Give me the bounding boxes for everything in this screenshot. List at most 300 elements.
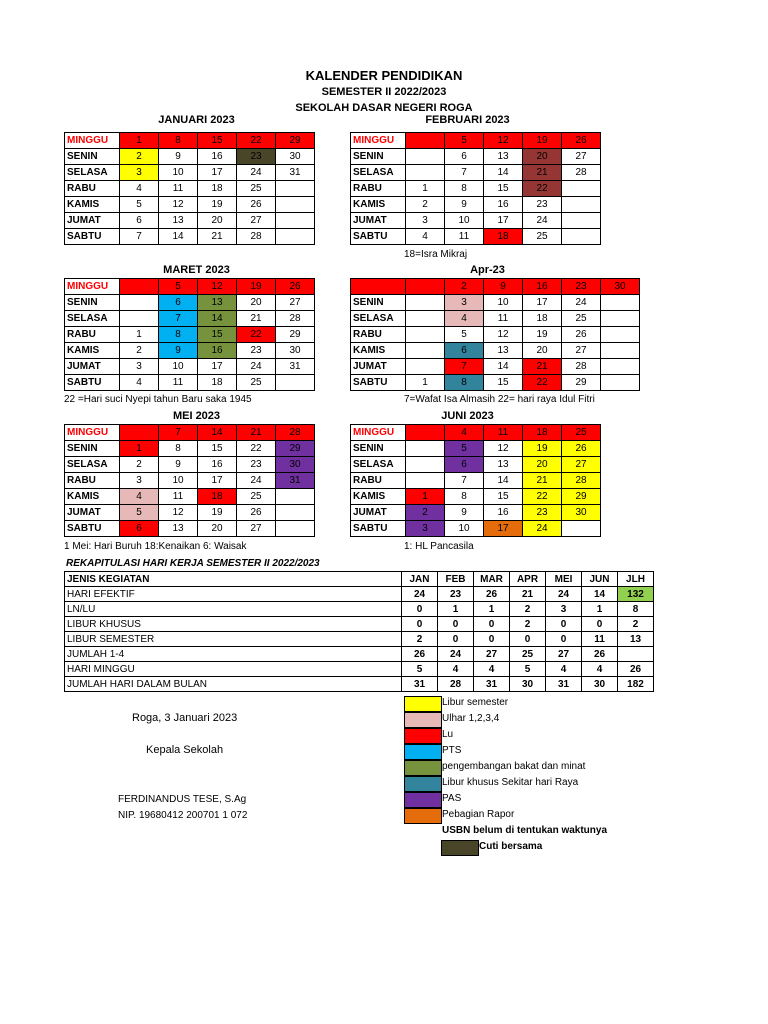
date-cell: 5 [445, 133, 484, 149]
rekap-value: 0 [402, 617, 438, 632]
rekap-value: 4 [474, 662, 510, 677]
calendar-row [351, 311, 640, 327]
date-cell [276, 505, 315, 521]
day-name [351, 279, 406, 295]
date-cell: 26 [562, 133, 601, 149]
date-cell: 19 [237, 279, 276, 295]
date-cell [120, 425, 159, 441]
calendar-row [351, 425, 601, 441]
rekap-value: 26 [618, 662, 654, 677]
date-cell: 23 [237, 149, 276, 165]
date-cell: 22 [237, 441, 276, 457]
rekap-value: 1 [582, 602, 618, 617]
calendar-row [351, 229, 601, 245]
day-name: KAMIS [65, 197, 120, 213]
date-cell: 7 [445, 473, 484, 489]
legend-swatch [404, 696, 442, 712]
calendar-row [65, 229, 315, 245]
date-cell: 9 [159, 343, 198, 359]
date-cell: 14 [484, 165, 523, 181]
month-note: 1: HL Pancasila [404, 541, 474, 552]
calendar-row [351, 197, 601, 213]
rekap-value: 182 [618, 677, 654, 692]
date-cell [276, 375, 315, 391]
date-cell: 8 [159, 441, 198, 457]
rekap-value: 30 [582, 677, 618, 692]
date-cell: 28 [276, 425, 315, 441]
date-cell: 23 [562, 279, 601, 295]
rekap-value: 0 [582, 617, 618, 632]
rekap-row [65, 647, 654, 662]
calendar-row [65, 279, 315, 295]
date-cell [406, 327, 445, 343]
rekap-header-row [65, 572, 654, 587]
date-cell: 31 [276, 359, 315, 375]
date-cell [120, 295, 159, 311]
legend-label: Libur semester [442, 697, 509, 708]
rekap-label: LN/LU [65, 602, 402, 617]
day-name: SENIN [351, 149, 406, 165]
date-cell: 17 [523, 295, 562, 311]
rekap-value: 4 [438, 662, 474, 677]
rekap-value: 27 [546, 647, 582, 662]
date-cell: 7 [445, 359, 484, 375]
date-cell: 11 [159, 181, 198, 197]
date-cell: 6 [445, 149, 484, 165]
rekap-row [65, 662, 654, 677]
date-cell: 22 [237, 327, 276, 343]
calendar-row [65, 213, 315, 229]
day-name: SABTU [351, 521, 406, 537]
rekap-row [65, 632, 654, 647]
rekap-value: 132 [618, 587, 654, 602]
rekap-value: 14 [582, 587, 618, 602]
calendar-row [65, 149, 315, 165]
date-cell: 2 [120, 149, 159, 165]
date-cell: 25 [237, 489, 276, 505]
date-cell: 18 [198, 489, 237, 505]
rekap-value: 3 [546, 602, 582, 617]
month-calendar-table [350, 132, 601, 245]
date-cell: 22 [523, 375, 562, 391]
date-cell: 8 [445, 489, 484, 505]
legend-swatch [404, 744, 442, 760]
date-cell: 21 [523, 359, 562, 375]
date-cell: 27 [237, 213, 276, 229]
date-cell: 11 [159, 375, 198, 391]
month-title: FEBRUARI 2023 [425, 114, 510, 126]
date-cell [562, 181, 601, 197]
rekap-header-cell: JENIS KEGIATAN [65, 572, 402, 587]
date-cell: 6 [120, 521, 159, 537]
date-cell: 25 [562, 425, 601, 441]
month-calendar-table [350, 424, 601, 537]
legend-swatch [441, 840, 479, 856]
date-cell: 28 [562, 473, 601, 489]
rekap-header-cell: MEI [546, 572, 582, 587]
date-cell [276, 521, 315, 537]
date-cell [276, 197, 315, 213]
date-cell: 25 [237, 181, 276, 197]
date-cell: 31 [276, 165, 315, 181]
rekap-value: 24 [546, 587, 582, 602]
calendar-row [65, 375, 315, 391]
day-name: JUMAT [351, 505, 406, 521]
date-cell: 15 [484, 489, 523, 505]
rekap-value: 4 [582, 662, 618, 677]
rekap-row [65, 677, 654, 692]
date-cell [276, 229, 315, 245]
rekap-row [65, 602, 654, 617]
calendar-row [351, 343, 640, 359]
date-cell: 27 [562, 343, 601, 359]
rekap-value: 4 [546, 662, 582, 677]
day-name: SENIN [65, 295, 120, 311]
calendar-row [351, 457, 601, 473]
date-cell: 17 [198, 359, 237, 375]
rekap-value: 31 [402, 677, 438, 692]
calendar-row [351, 375, 640, 391]
date-cell: 14 [484, 359, 523, 375]
day-name: KAMIS [351, 489, 406, 505]
day-name: SELASA [351, 457, 406, 473]
date-cell: 15 [198, 327, 237, 343]
date-cell: 30 [276, 343, 315, 359]
date-cell [601, 359, 640, 375]
day-name: SABTU [351, 375, 406, 391]
date-cell: 19 [523, 441, 562, 457]
date-cell: 22 [523, 181, 562, 197]
date-cell: 26 [237, 505, 276, 521]
calendar-row [65, 473, 315, 489]
rekap-value: 0 [402, 602, 438, 617]
rekap-value [618, 647, 654, 662]
date-cell: 17 [484, 213, 523, 229]
calendar-row [351, 149, 601, 165]
date-cell: 16 [198, 457, 237, 473]
legend-swatch [404, 776, 442, 792]
date-cell [562, 197, 601, 213]
date-cell: 18 [523, 311, 562, 327]
day-name: SELASA [351, 165, 406, 181]
date-cell [601, 343, 640, 359]
month-calendar-table [64, 424, 315, 537]
rekap-header-cell: FEB [438, 572, 474, 587]
day-name: SABTU [65, 229, 120, 245]
rekap-value: 13 [618, 632, 654, 647]
date-cell: 9 [159, 457, 198, 473]
date-cell: 22 [523, 489, 562, 505]
date-cell: 18 [198, 181, 237, 197]
date-cell: 23 [237, 343, 276, 359]
day-name: SENIN [65, 149, 120, 165]
date-cell [406, 311, 445, 327]
rekap-value: 0 [546, 632, 582, 647]
month-title: JANUARI 2023 [158, 114, 235, 126]
date-cell: 26 [562, 441, 601, 457]
date-cell: 27 [562, 457, 601, 473]
date-cell: 27 [237, 521, 276, 537]
legend-label: Cuti bersama [479, 841, 543, 852]
date-cell: 3 [120, 165, 159, 181]
date-cell [276, 181, 315, 197]
calendar-row [65, 359, 315, 375]
date-cell: 3 [406, 213, 445, 229]
date-cell: 4 [445, 311, 484, 327]
month-calendar-table [350, 278, 640, 391]
date-cell: 4 [120, 181, 159, 197]
day-name: KAMIS [65, 343, 120, 359]
calendar-row [351, 213, 601, 229]
school-name: SEKOLAH DASAR NEGERI ROGA [295, 102, 473, 114]
calendar-row [65, 295, 315, 311]
date-cell [406, 133, 445, 149]
date-cell: 3 [120, 473, 159, 489]
date-cell: 2 [445, 279, 484, 295]
day-name: KAMIS [65, 489, 120, 505]
date-cell: 29 [562, 375, 601, 391]
date-cell [120, 279, 159, 295]
legend-usbn-note: USBN belum di tentukan waktunya [442, 825, 608, 836]
date-cell: 20 [198, 213, 237, 229]
date-cell: 13 [159, 213, 198, 229]
calendar-row [351, 327, 640, 343]
calendar-row [351, 181, 601, 197]
calendar-row [65, 521, 315, 537]
date-cell: 7 [159, 311, 198, 327]
date-cell: 30 [276, 457, 315, 473]
day-name: SABTU [65, 375, 120, 391]
day-name: SABTU [65, 521, 120, 537]
calendar-row [351, 505, 601, 521]
date-cell: 13 [159, 521, 198, 537]
calendar-row [351, 359, 640, 375]
date-cell: 15 [198, 441, 237, 457]
month-calendar-table [64, 132, 315, 245]
calendar-row [65, 165, 315, 181]
rekap-value: 0 [510, 632, 546, 647]
calendar-row [65, 505, 315, 521]
date-cell: 30 [276, 149, 315, 165]
month-title: JUNI 2023 [441, 410, 494, 422]
day-name: SELASA [65, 457, 120, 473]
date-cell: 14 [159, 229, 198, 245]
date-cell: 18 [484, 229, 523, 245]
calendar-row [351, 473, 601, 489]
date-cell: 9 [445, 505, 484, 521]
date-cell: 16 [198, 343, 237, 359]
date-cell [406, 425, 445, 441]
calendar-row [351, 133, 601, 149]
date-cell: 23 [523, 505, 562, 521]
rekap-value: 11 [582, 632, 618, 647]
day-name: KAMIS [351, 197, 406, 213]
day-name: SELASA [65, 311, 120, 327]
calendar-row [351, 521, 601, 537]
rekap-header-cell: APR [510, 572, 546, 587]
rekap-value: 23 [438, 587, 474, 602]
date-cell: 11 [484, 425, 523, 441]
calendar-row [351, 165, 601, 181]
rekap-value: 26 [582, 647, 618, 662]
signature-role: Kepala Sekolah [146, 744, 224, 756]
date-cell [601, 295, 640, 311]
date-cell: 6 [445, 343, 484, 359]
date-cell: 8 [445, 375, 484, 391]
date-cell [406, 441, 445, 457]
date-cell: 20 [237, 295, 276, 311]
calendar-row [351, 489, 601, 505]
date-cell: 28 [562, 359, 601, 375]
day-name: MINGGU [65, 133, 120, 149]
date-cell: 28 [276, 311, 315, 327]
rekap-value: 2 [510, 617, 546, 632]
date-cell: 18 [523, 425, 562, 441]
rekap-value: 0 [474, 632, 510, 647]
date-cell: 16 [484, 505, 523, 521]
day-name: SENIN [351, 295, 406, 311]
date-cell: 4 [445, 425, 484, 441]
date-cell: 9 [484, 279, 523, 295]
date-cell: 3 [445, 295, 484, 311]
date-cell: 7 [445, 165, 484, 181]
month-note: 22 =Hari suci Nyepi tahun Baru saka 1945 [64, 394, 252, 405]
date-cell: 25 [562, 311, 601, 327]
rekap-value: 0 [438, 632, 474, 647]
calendar-row [65, 133, 315, 149]
date-cell: 14 [198, 311, 237, 327]
rekap-label: HARI EFEKTIF [65, 587, 402, 602]
date-cell: 2 [406, 197, 445, 213]
rekap-table [64, 571, 654, 692]
rekap-label: JUMLAH 1-4 [65, 647, 402, 662]
day-name: MINGGU [65, 279, 120, 295]
date-cell: 31 [276, 473, 315, 489]
date-cell: 11 [445, 229, 484, 245]
legend-swatch [404, 728, 442, 744]
date-cell [406, 149, 445, 165]
date-cell: 30 [601, 279, 640, 295]
date-cell: 28 [237, 229, 276, 245]
date-cell: 10 [159, 359, 198, 375]
legend-label: PAS [442, 793, 462, 804]
rekap-value: 2 [618, 617, 654, 632]
date-cell: 17 [198, 473, 237, 489]
date-cell: 24 [562, 295, 601, 311]
date-cell: 10 [445, 521, 484, 537]
date-cell: 19 [198, 197, 237, 213]
month-title: Apr-23 [470, 264, 505, 276]
rekap-header-cell: JAN [402, 572, 438, 587]
date-cell: 15 [484, 181, 523, 197]
day-name: RABU [65, 473, 120, 489]
rekap-value: 24 [438, 647, 474, 662]
rekap-value: 8 [618, 602, 654, 617]
day-name: MINGGU [351, 133, 406, 149]
month-title: MARET 2023 [163, 264, 230, 276]
date-cell: 21 [523, 473, 562, 489]
date-cell: 1 [406, 181, 445, 197]
rekap-value: 1 [474, 602, 510, 617]
rekap-header-cell: MAR [474, 572, 510, 587]
rekap-label: LIBUR KHUSUS [65, 617, 402, 632]
day-name: SENIN [65, 441, 120, 457]
rekap-label: LIBUR SEMESTER [65, 632, 402, 647]
date-cell: 24 [237, 473, 276, 489]
rekap-value: 31 [474, 677, 510, 692]
date-cell: 2 [406, 505, 445, 521]
date-cell [120, 311, 159, 327]
date-cell: 3 [120, 359, 159, 375]
calendar-row [351, 295, 640, 311]
date-cell: 3 [406, 521, 445, 537]
date-cell: 6 [159, 295, 198, 311]
rekap-label: JUMLAH HARI DALAM BULAN [65, 677, 402, 692]
day-name: MINGGU [351, 425, 406, 441]
date-cell: 26 [237, 197, 276, 213]
legend-label: pengembangan bakat dan minat [442, 761, 586, 772]
date-cell: 7 [120, 229, 159, 245]
date-cell: 30 [562, 505, 601, 521]
date-cell: 1 [120, 327, 159, 343]
legend-label: Pebagian Rapor [442, 809, 515, 820]
date-cell: 1 [406, 375, 445, 391]
day-name: JUMAT [65, 359, 120, 375]
date-cell: 29 [276, 327, 315, 343]
date-cell [406, 359, 445, 375]
date-cell: 4 [120, 375, 159, 391]
rekap-value: 21 [510, 587, 546, 602]
date-cell: 29 [562, 489, 601, 505]
day-name: JUMAT [351, 213, 406, 229]
date-cell: 2 [120, 457, 159, 473]
rekap-value: 2 [402, 632, 438, 647]
date-cell: 24 [523, 521, 562, 537]
rekap-value: 0 [438, 617, 474, 632]
rekap-title: REKAPITULASI HARI KERJA SEMESTER II 2022/2023 [66, 558, 320, 569]
calendar-row [65, 425, 315, 441]
calendar-row [65, 327, 315, 343]
date-cell: 21 [198, 229, 237, 245]
date-cell: 20 [198, 521, 237, 537]
date-cell: 16 [484, 197, 523, 213]
rekap-value: 5 [510, 662, 546, 677]
date-cell: 9 [445, 197, 484, 213]
date-cell: 2 [120, 343, 159, 359]
date-cell: 1 [120, 133, 159, 149]
calendar-row [65, 343, 315, 359]
date-cell: 29 [276, 441, 315, 457]
date-cell [406, 457, 445, 473]
date-cell: 13 [484, 149, 523, 165]
date-cell: 16 [198, 149, 237, 165]
rekap-value: 27 [474, 647, 510, 662]
date-cell: 10 [484, 295, 523, 311]
date-cell [406, 473, 445, 489]
date-cell: 1 [120, 441, 159, 457]
rekap-header-cell: JLH [618, 572, 654, 587]
date-cell: 17 [484, 521, 523, 537]
rekap-label: HARI MINGGU [65, 662, 402, 677]
date-cell [276, 213, 315, 229]
calendar-row [65, 181, 315, 197]
day-name: KAMIS [351, 343, 406, 359]
rekap-value: 28 [438, 677, 474, 692]
date-cell: 22 [237, 133, 276, 149]
date-cell: 24 [523, 213, 562, 229]
calendar-row [65, 441, 315, 457]
rekap-value: 30 [510, 677, 546, 692]
